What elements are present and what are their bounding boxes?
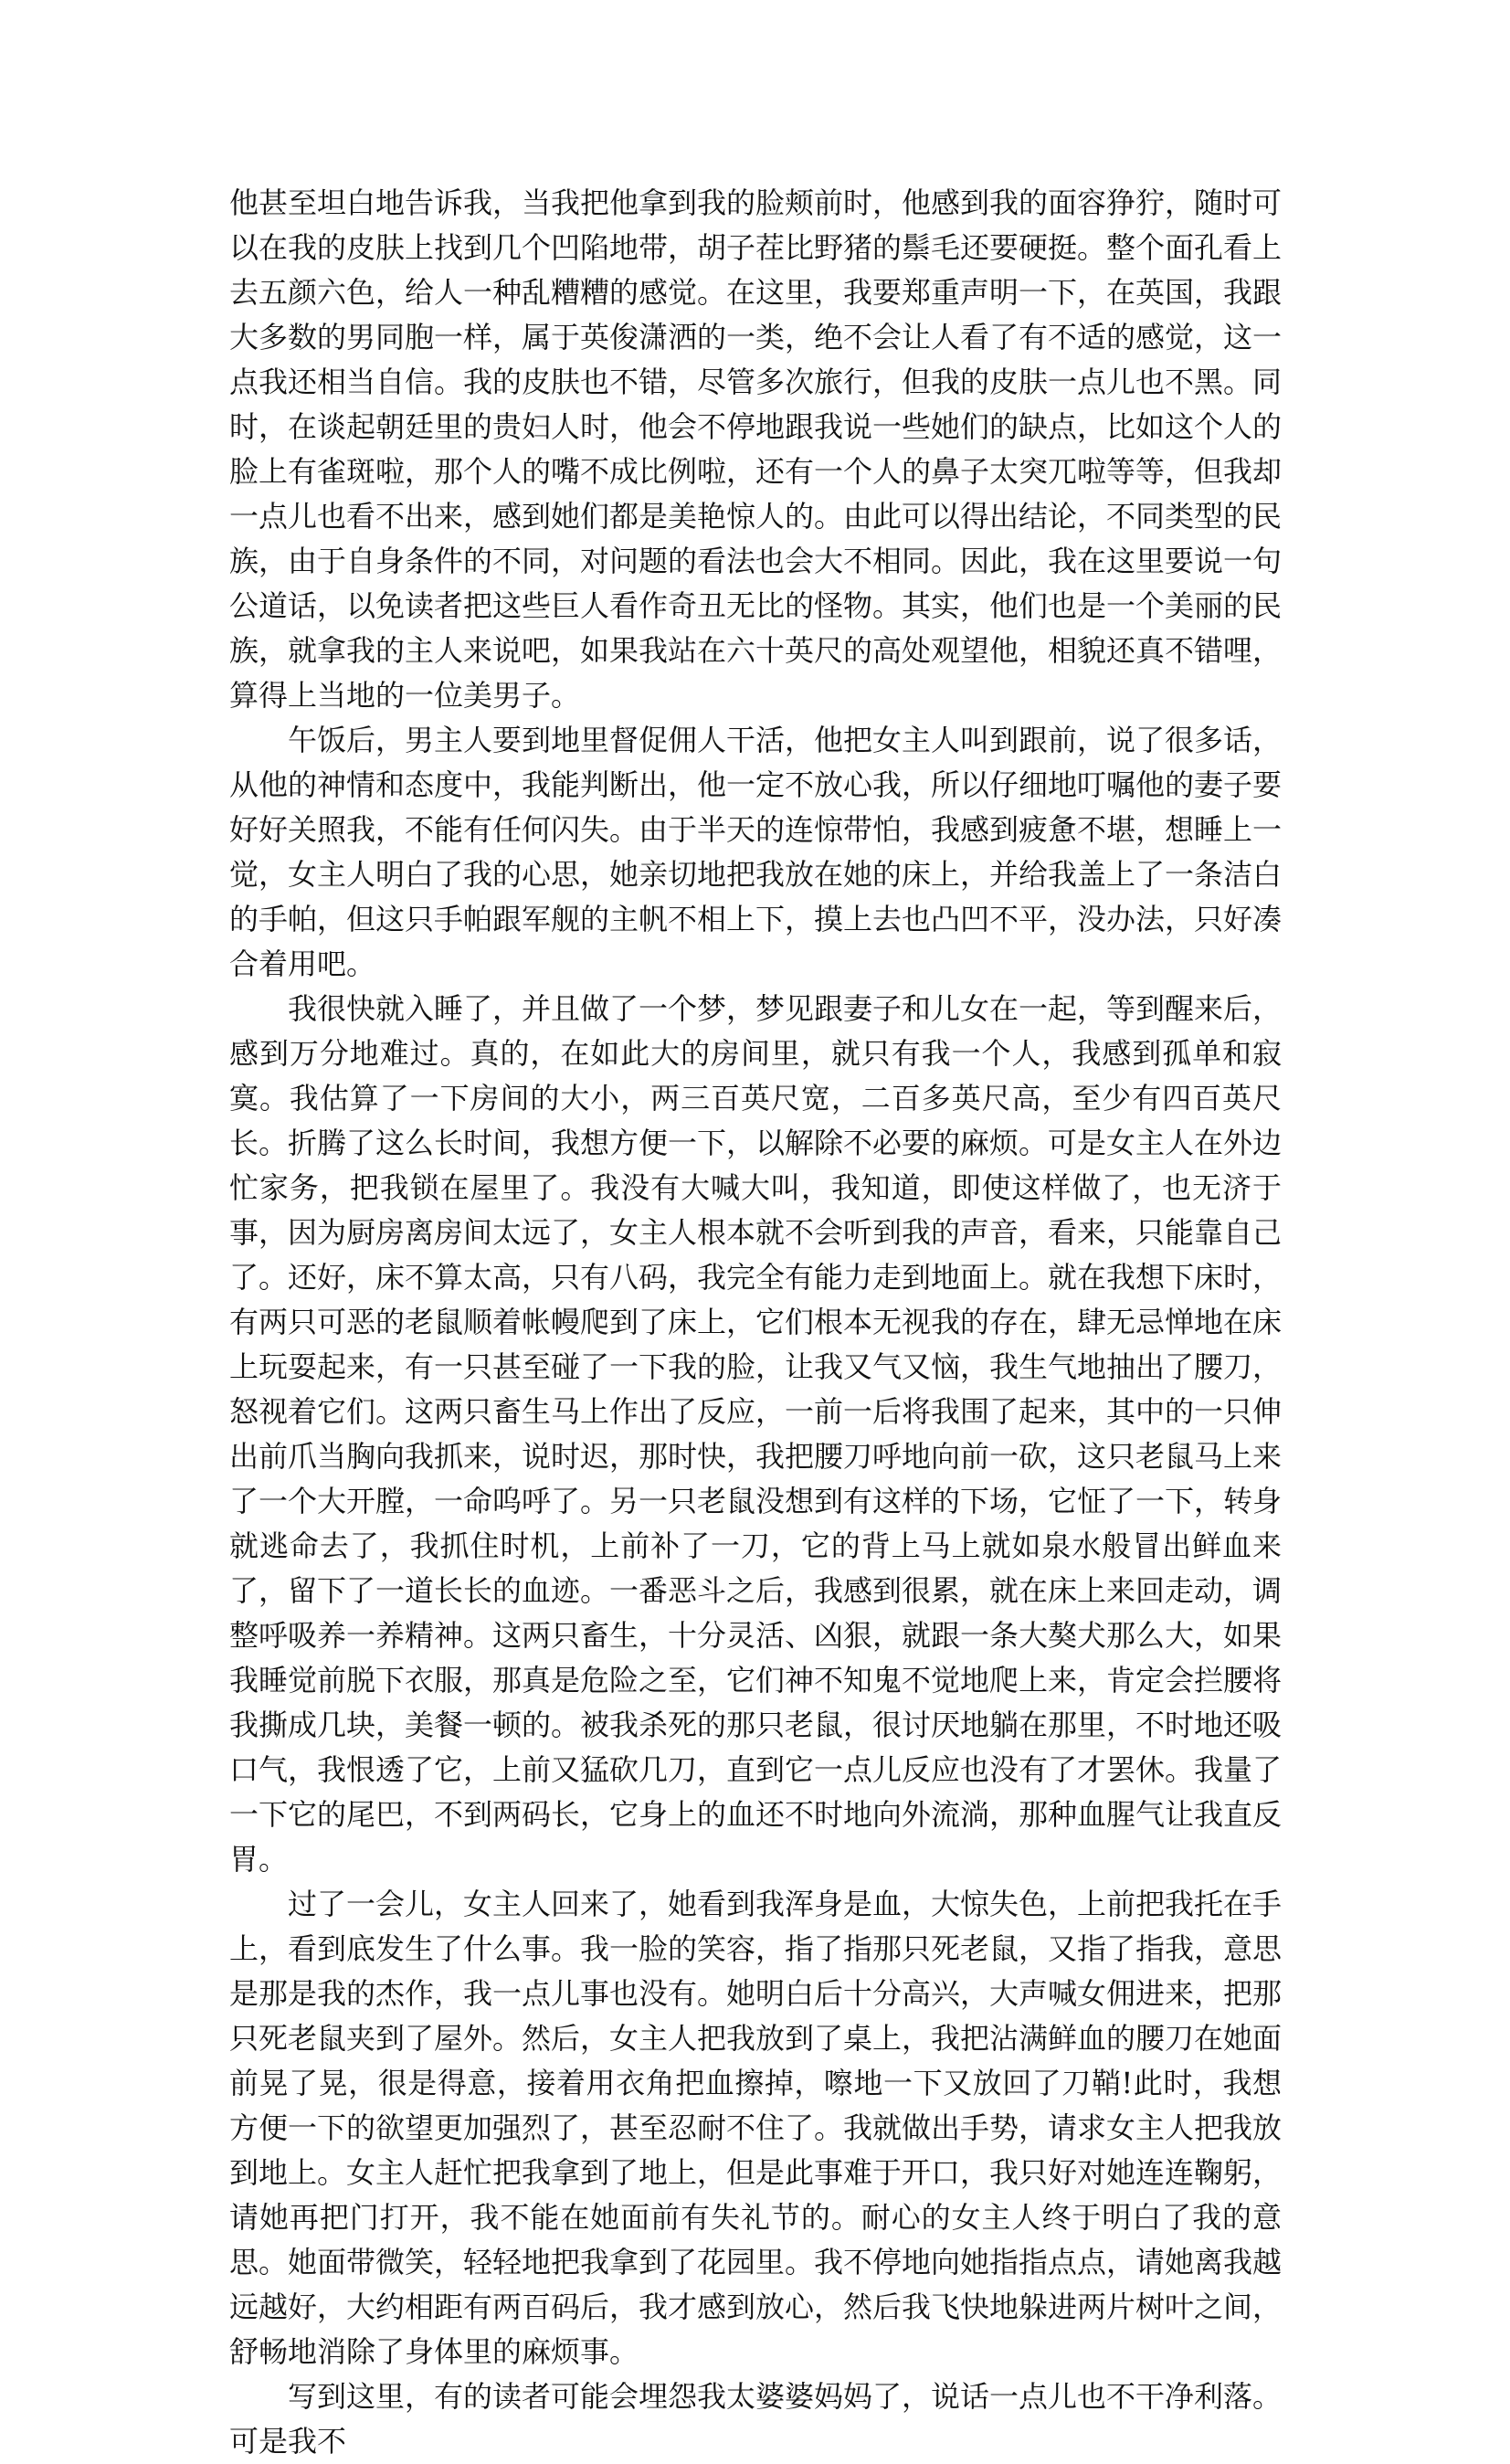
- body-text: [229, 181, 1282, 2464]
- paragraph-3: 我很快就入睡了，并且做了一个梦，梦见跟妻子和儿女在一起，等到醒来后，感到万分地难过。真的，在如此大的房间里，就只有我一个人，我感到孤单和寂寞。我估算了一下房间的大小，两三百英尺宽，二百多英尺高，至少有四百英尺长。折腾了这么长时间，我想方便一下，以解除不必要的麻烦。可是女主人在外边忙家务，把我锁在屋里了。我没有大喊大叫，我知道，即使这样做了，也无济于事，因为厨房离房间太远了，女主人根本就不会听到我的声音，看来，只能靠自己了。还好，床不算太高，只有八码，我完全有能力走到地面上。就在我想下床时，有两只可恶的老鼠顺着帐幔爬到了床上，它们根本无视我的存在，肆无忌惮地在床上玩耍起来，有一只甚至碰了一下我的脸，让我又气又恼，我生气地抽出了腰刀，怒视着它们。这两只畜生马上作出了反应，一前一后将我围了起来，其中的一只伸出前爪当胸向我抓来，说时迟，那时快，我把腰刀呼地向前一砍，这只老鼠马上来了一个大开膛，一命呜呼了。另一只老鼠没想到有这样的下场，它怔了一下，转身就逃命去了，我抓住时机，上前补了一刀，它的背上马上就如泉水般冒出鲜血来了，留下了一道长长的血迹。一番恶斗之后，我感到很累，就在床上来回走动，调整呼吸养一养精神。这两只畜生，十分灵活、凶狠，就跟一条大獒犬那么大，如果我睡觉前脱下衣服，那真是危险之至，它们神不知鬼不觉地爬上来，肯定会拦腰将我撕成几块，美餐一顿的。被我杀死的那只老鼠，很讨厌地躺在那里，不时地还吸口气，我恨透了它，上前又猛砍几刀，直到它一点儿反应也没有了才罢休。我量了一下它的尾巴，不到两码长，它身上的血还不时地向外流淌，那种血腥气让我直反胃。: [229, 991, 1283, 1877]
- paragraph-5: 写到这里，有的读者可能会埋怨我太婆婆妈妈了，说话一点儿也不干净利落。可是我不: [229, 2379, 1283, 2459]
- paragraph-4: 过了一会儿，女主人回来了，她看到我浑身是血，大惊失色，上前把我托在手上，看到底发生了什么事。我一脸的笑容，指了指那只死老鼠，又指了指我，意思是那是我的杰作，我一点儿事也没有。她明白后十分高兴，大声喊女佣进来，把那只死老鼠夹到了屋外。然后，女主人把我放到了桌上，我把沾满鲜血的腰刀在她面前晃了晃，很是得意，接着用衣角把血擦掉，嚓地一下又放回了刀鞘!此时，我想方便一下的欲望更加强烈了，甚至忍耐不住了。我就做出手势，请求女主人把我放到地上。女主人赶忙把我拿到了地上，但是此事难于开口，我只好对她连连鞠躬，请她再把门打开，我不能在她面前有失礼节的。耐心的女主人终于明白了我的意思。她面带微笑，轻轻地把我拿到了花园里。我不停地向她指指点点，请她离我越远越好，大约相距有两百码后，我才感到放心，然后我飞快地躲进两片树叶之间，舒畅地消除了身体里的麻烦事。: [229, 1887, 1283, 2369]
- paragraph-2: 午饭后，男主人要到地里督促佣人干活，他把女主人叫到跟前，说了很多话，从他的神情和态度中，我能判断出，他一定不放心我，所以仔细地叮嘱他的妻子要好好关照我，不能有任何闪失。由于半天的连惊带怕，我感到疲惫不堪，想睡上一觉，女主人明白了我的心思，她亲切地把我放在她的床上，并给我盖上了一条洁白的手帕，但这只手帕跟军舰的主帆不相上下，摸上去也凸凹不平，没办法，只好凑合着用吧。: [229, 723, 1283, 981]
- paragraph-1: 他甚至坦白地告诉我，当我把他拿到我的脸颊前时，他感到我的面容狰狞，随时可以在我的皮肤上找到几个凹陷地带，胡子茬比野猪的鬃毛还要硬挺。整个面孔看上去五颜六色，给人一种乱糟糟的感觉。在这里，我要郑重声明一下，在英国，我跟大多数的男同胞一样，属于英俊潇洒的一类，绝不会让人看了有不适的感觉，这一点我还相当自信。我的皮肤也不错，尽管多次旅行，但我的皮肤一点儿也不黑。同时，在谈起朝廷里的贵妇人时，他会不停地跟我说一些她们的缺点，比如这个人的脸上有雀斑啦，那个人的嘴不成比例啦，还有一个人的鼻子太突兀啦等等，但我却一点儿也看不出来，感到她们都是美艳惊人的。由此可以得出结论，不同类型的民族，由于自身条件的不同，对问题的看法也会大不相同。因此，我在这里要说一句公道话，以免读者把这些巨人看作奇丑无比的怪物。其实，他们也是一个美丽的民族，就拿我的主人来说吧，如果我站在六十英尺的高处观望他，相貌还真不错哩，算得上当地的一位美男子。: [229, 185, 1283, 713]
